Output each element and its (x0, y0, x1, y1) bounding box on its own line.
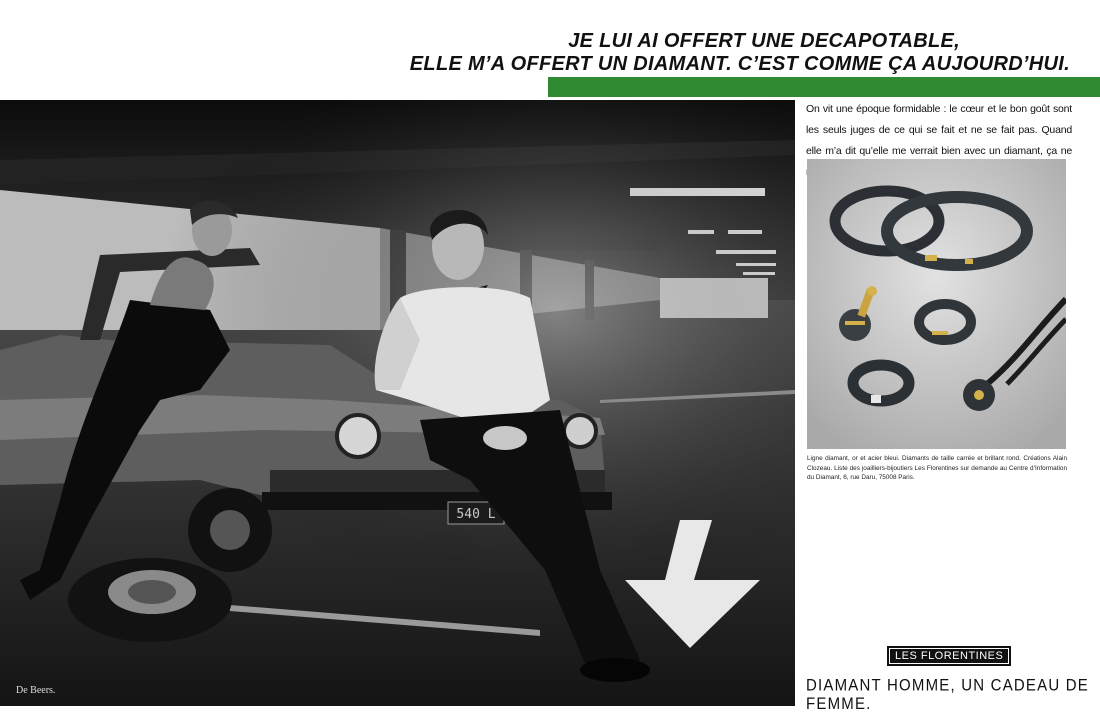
headline-line-1: JE LUI AI OFFERT UNE DECAPOTABLE, (568, 30, 960, 52)
parking-garage-photo (0, 100, 795, 706)
jewelry-photo (807, 159, 1066, 449)
headline (410, 30, 1070, 76)
jewelry-caption: Ligne diamant, or et acier bleui. Diamants de taille carrée et brillant rond. Créations Alain Clozeau. Liste des joailliers-bijoutiers Les Florentines sur demande au Centre d’Information du Diamant, 6, rue Daru, 75008 Paris. (807, 455, 1067, 481)
jewelry-illustration (807, 159, 1066, 449)
photo-credit: De Beers. (16, 685, 56, 696)
headline-line-2: ELLE M’A OFFERT UN DIAMANT. C’EST COMME ÇA AUJOURD’HUI. (409, 53, 1070, 75)
brand-logo: LES FLORENTINES (887, 646, 1011, 666)
green-accent-bar (548, 77, 1100, 97)
body-paragraph: On vit une époque formidable : le cœur et le bon goût sont les seuls juges de ce qui se fait et ne se fait pas. Quand elle m’a dit qu’elle me verrait bien avec un diamant, ça ne (806, 103, 1072, 157)
license-plate: 540 L (456, 507, 496, 522)
photo-illustration (0, 100, 795, 706)
tagline: DIAMANT HOMME, UN CADEAU DE FEMME. (806, 676, 1089, 713)
